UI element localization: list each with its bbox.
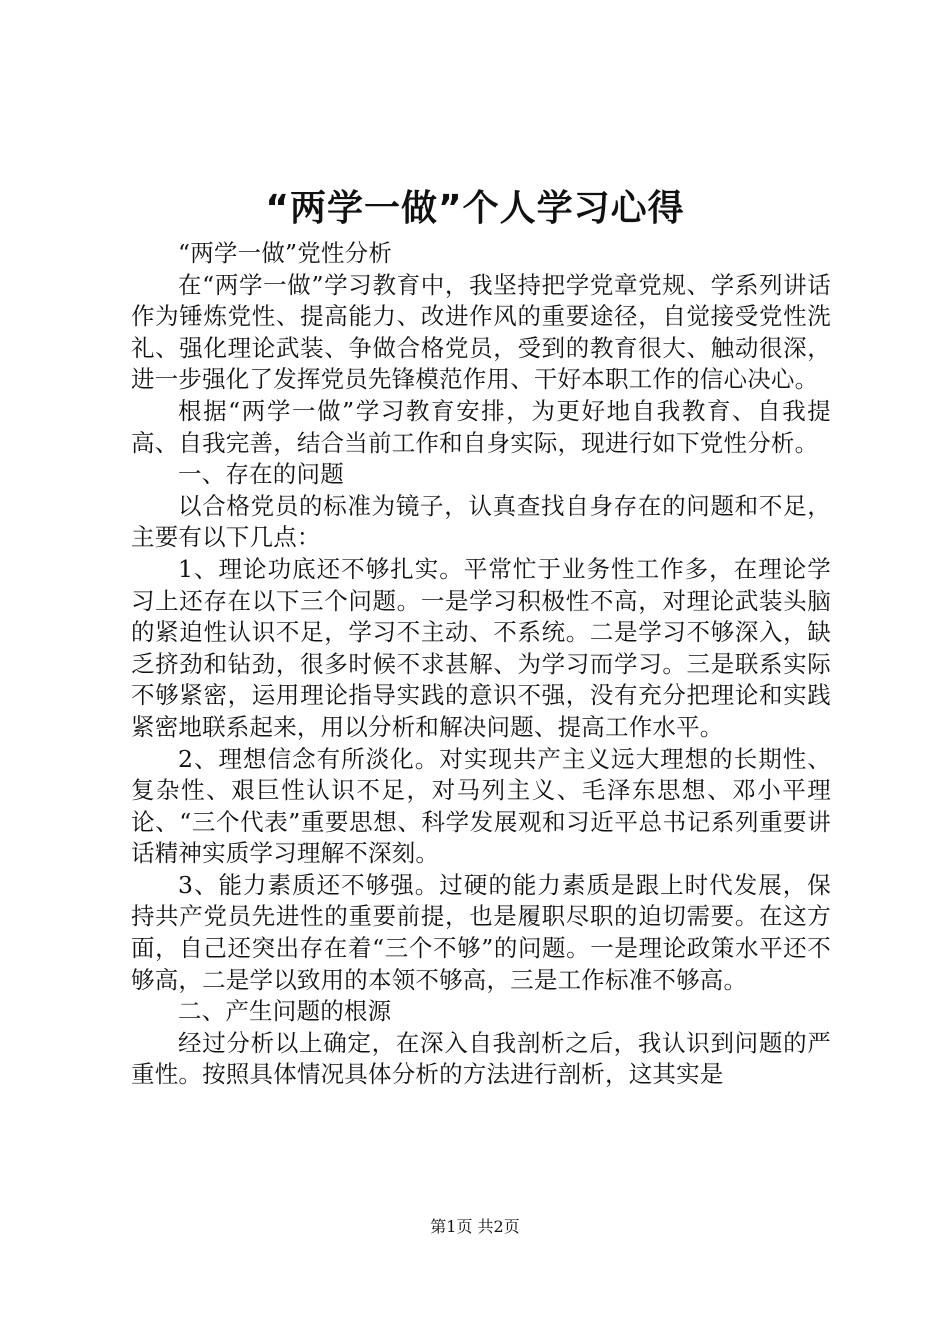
document-body xyxy=(131,238,831,1091)
paragraph-problem-1: 1、理论功底还不够扎实。平常忙于业务性工作多，在理论学习上还存在以下三个问题。一是学习积极性不高，对理论武装头脑的紧迫性认识不足，学习不主动、不系统。二是学习不够深入，缺乏挤劲和钻劲，很多时候不求甚解、为学习而学习。三是联系实际不够紧密，运用理论指导实践的意识不强，没有充分把理论和实践紧密地联系起来，用以分析和解决问题、提高工作水平。 xyxy=(131,554,831,741)
document-title: “两学一做”个人学习心得 xyxy=(265,188,685,229)
section-heading-problems: 一、存在的问题 xyxy=(178,460,344,489)
paragraph-problem-3: 3、能力素质还不够强。过硬的能力素质是跟上时代发展，保持共产党员先进性的重要前提，也是履职尽职的迫切需要。在这方面，自己还突出存在着“三个不够”的问题。一是理论政策水平还不够高，二是学以致用的本领不够高，三是工作标准不够高。 xyxy=(131,870,831,994)
paragraph-roots: 经过分析以上确定，在深入自我剖析之后，我认识到问题的严重性。按照具体情况具体分析的方法进行剖析，这其实是 xyxy=(131,1028,831,1089)
paragraph-intro: 在“两学一做”学习教育中，我坚持把学党章党规、学系列讲话作为锤炼党性、提高能力、改进作风的重要途径，自觉接受党性洗礼、强化理论武装、争做合格党员，受到的教育很大、触动很深，进一步强化了发挥党员先锋模范作用、干好本职工作的信心决心。 xyxy=(131,270,831,394)
paragraph-problem-2: 2、理想信念有所淡化。对实现共产主义远大理想的长期性、复杂性、艰巨性认识不足，对马列主义、毛泽东思想、邓小平理论、“三个代表”重要思想、科学发展观和习近平总书记系列重要讲话精神实质学习理解不深刻。 xyxy=(131,744,831,868)
paragraph-purpose: 根据“两学一做”学习教育安排，为更好地自我教育、自我提高、自我完善，结合当前工作和自身实际，现进行如下党性分析。 xyxy=(131,396,831,457)
paragraph-problems-lead: 以合格党员的标准为镜子，认真查找自身存在的问题和不足，主要有以下几点： xyxy=(131,491,831,552)
section-heading-roots: 二、产生问题的根源 xyxy=(178,997,392,1026)
paragraph-subtitle: “两学一做”党性分析 xyxy=(178,239,393,267)
page-footer: 第1页 共2页 xyxy=(430,1217,520,1236)
